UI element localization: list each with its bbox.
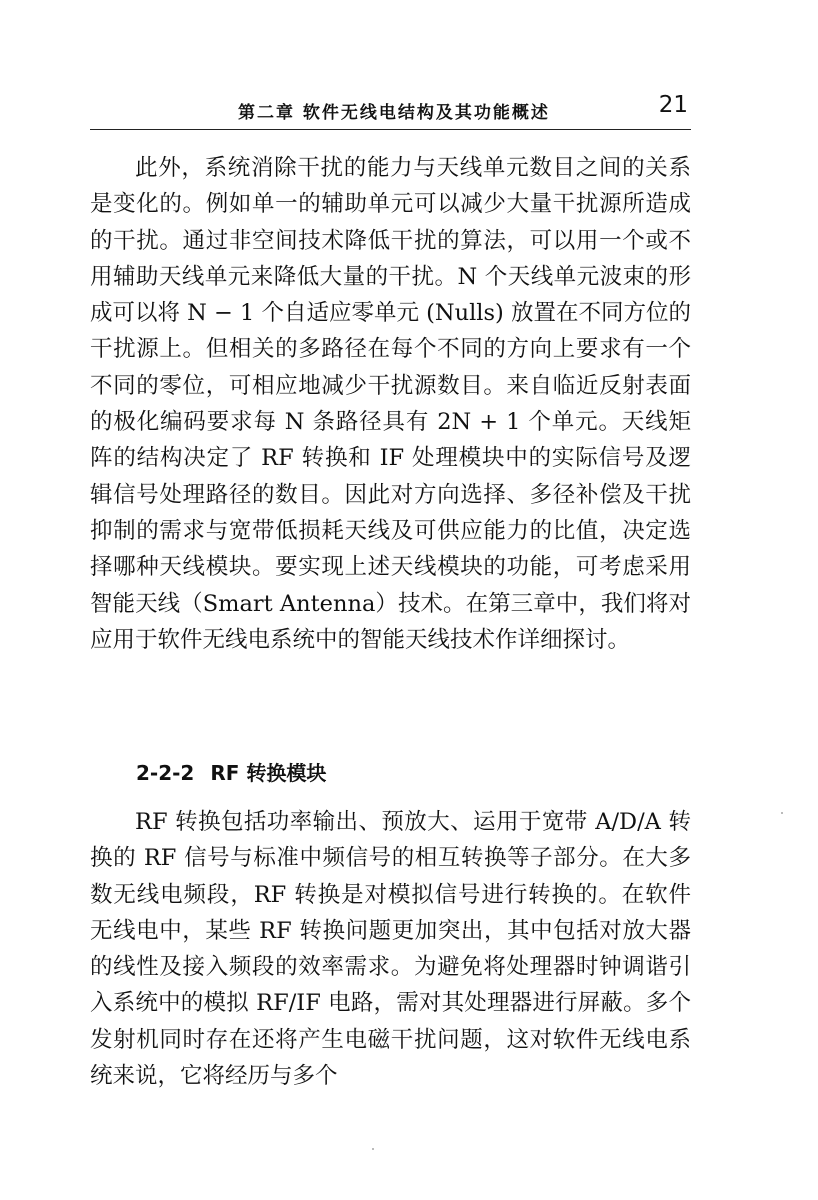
chapter-title: 第二章 软件无线电结构及其功能概述 [238, 103, 550, 123]
section-heading [136, 757, 326, 786]
paragraph-antenna: 此外，系统消除干扰的能力与天线单元数目之间的关系是变化的。例如单一的辅助单元可以减少大量干扰源所造成的干扰。通过非空间技术降低干扰的算法，可以用一个或不用辅助天线单元来降低大量的干扰。N 个天线单元波束的形成可以将 N − 1 个自适应零单元 (Nulls) 放置在不同方位的干扰源上。但相关的多路径在每个不同的方向上要求有一个不同的零位，可相应地减少干扰源数目。来自临近反射表面的极化编码要求每 N 条路径具有 2N + 1 个单元。天线矩阵的结构决定了 RF 转换和 IF 处理模块中的实际信号及逻辑信号处理路径的数目。因此对方向选择、多径补偿及干扰抑制的需求与宽带低损耗天线及可供应能力的比值，决定选择哪种天线模块。要实现上述天线模块的功能，可考虑采用智能天线（Smart Antenna）技术。在第三章中，我们将对应用于软件无线电系统中的智能天线技术作详细探讨。 [90, 155, 691, 653]
running-head [90, 92, 690, 126]
section-number: 2-2-2 [136, 761, 195, 785]
paragraph-rf-conversion: RF 转换包括功率输出、预放大、运用于宽带 A/D/A 转换的 RF 信号与标准中频信号的相互转换等子部分。在大多数无线电频段，RF 转换是对模拟信号进行转换的。在软件无线电中，某些 RF 转换问题更加突出，其中包括对放大器的线性及接入频段的效率需求。为避免将处理器时钟调谐引入系统中的模拟 RF/IF 电路，需对其处理器进行屏蔽。多个发射机同时存在还将产生电磁干扰问题，这对软件无线电系统来说，它将经历与多个 [90, 809, 691, 1090]
section-title: RF 转换模块 [210, 761, 327, 785]
page-number: 21 [658, 92, 688, 118]
header-rule [90, 129, 691, 130]
scan-speck [781, 812, 783, 814]
scan-speck [372, 1148, 374, 1150]
